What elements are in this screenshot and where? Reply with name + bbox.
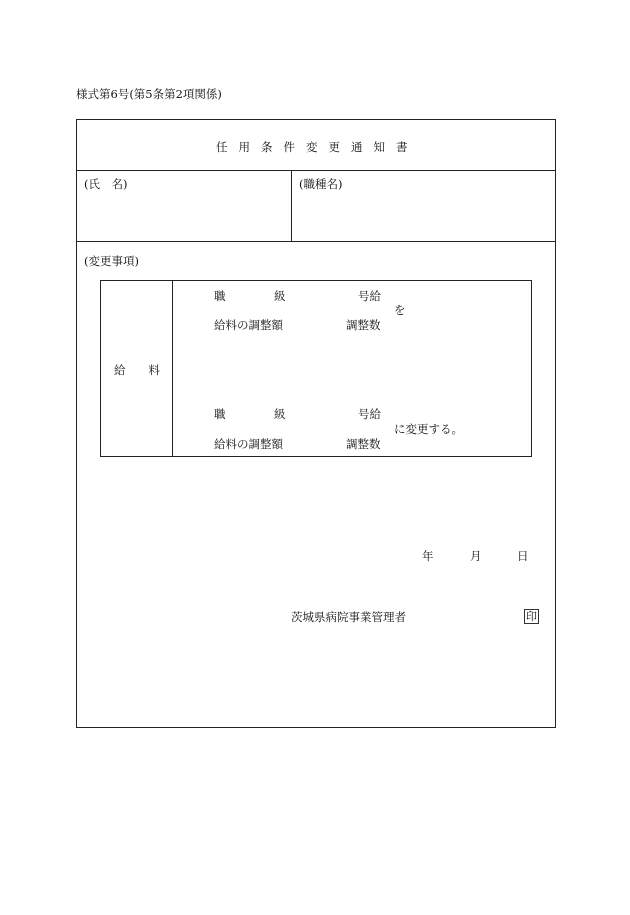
after-adjustment-count-label: 調整数 [346, 437, 381, 451]
document-title: 任用条件変更通知書 [216, 140, 419, 154]
form-number: 様式第6号(第5条第2項関係) [76, 87, 222, 101]
before-class-label: 級 [274, 289, 286, 303]
title-divider [76, 170, 556, 171]
salary-table-divider [172, 280, 173, 457]
change-items-label: (変更事項) [84, 254, 139, 268]
name-job-divider [291, 170, 292, 241]
date-day: 日 [517, 549, 529, 563]
salary-table [100, 280, 532, 457]
name-label: (氏 名) [84, 177, 128, 191]
after-class-label: 級 [274, 407, 286, 421]
seal-mark: 印 [526, 610, 537, 623]
after-grade-label: 職 [214, 407, 226, 421]
before-step-label: 号給 [358, 289, 381, 303]
before-adjustment-count-label: 調整数 [346, 318, 381, 332]
before-grade-label: 職 [214, 289, 226, 303]
date-month: 月 [470, 549, 482, 563]
name-row-divider [76, 241, 556, 242]
date-year: 年 [422, 549, 434, 563]
after-adjustment-amount-label: 給料の調整額 [214, 437, 283, 451]
before-particle: を [394, 303, 406, 317]
after-step-label: 号給 [358, 407, 381, 421]
before-adjustment-amount-label: 給料の調整額 [214, 318, 283, 332]
after-change-phrase: に変更する。 [394, 422, 463, 436]
salary-label: 給 料 [114, 363, 160, 377]
issuer-name: 茨城県病院事業管理者 [291, 610, 406, 624]
job-type-label: (職種名) [299, 177, 343, 191]
